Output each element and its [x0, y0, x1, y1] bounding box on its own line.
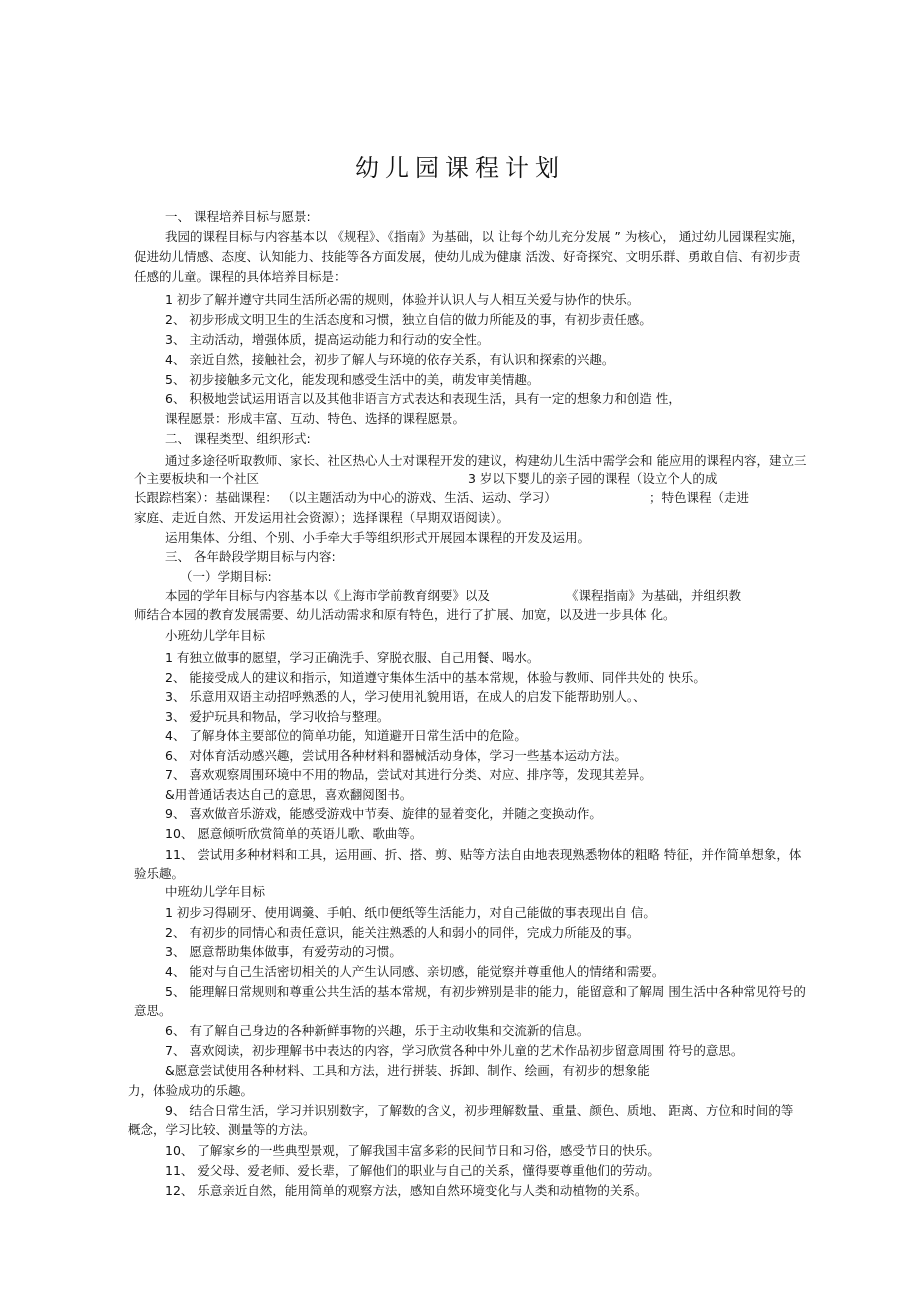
list-item: 2、 初步形成文明卫生的生活态度和习惯，独立自信的做力所能及的事，有初步责任感。 [165, 312, 652, 327]
paragraph-line: 意思。 [134, 1003, 172, 1018]
paragraph-line: 本园的学年目标与内容基本以《上海市学前教育纲要》以及 [165, 588, 491, 603]
paragraph-line: 概念，学习比较、测量等的方法。 [128, 1122, 316, 1137]
paragraph-line: 家庭、走近自然、开发运用社会资源）；选择课程（早期双语阅读）。 [134, 510, 510, 525]
paragraph-line: 师结合本园的教育发展需要、幼儿活动需求和原有特色，进行了扩展、加宽，以及进一步具体 化。 [134, 607, 676, 622]
subsection-heading: （一）学期目标: [180, 569, 272, 584]
paragraph-line: 促进幼儿情感、态度、认知能力、技能等各方面发展，使幼儿成为健康 活泼、好奇探究、文明乐群、勇敢自信、有初步责 [134, 249, 801, 264]
list-item: 7、 喜欢观察周围环境中不用的物品，尝试对其进行分类、对应、排序等，发现其差异。 [165, 767, 652, 782]
list-item: 6、 对体育活动感兴趣，尝试用各种材料和器械活动身体，学习一些基本运动方法。 [165, 748, 627, 763]
subsection-heading: 中班幼儿学年目标 [165, 884, 266, 899]
list-item: 1 有独立做事的愿望，学习正确洗手、穿脱衣服、自己用餐、喝水。 [165, 650, 540, 665]
list-item: 5、 初步接触多元文化，能发现和感受生活中的美，萌发审美情趣。 [165, 372, 540, 387]
list-item: 1 初步习得刷牙、使用调羹、手帕、纸巾便纸等生活能力，对自己能做的事表现出自 信。 [165, 905, 656, 920]
paragraph-line: 课程愿景：形成丰富、互动、特色、选择的课程愿景。 [165, 411, 466, 426]
list-item: 2、 能接受成人的建议和指示，知道遵守集体生活中的基本常规，体验与教师、同伴共处的 快乐。 [165, 670, 706, 685]
subsection-heading: 小班幼儿学年目标 [165, 628, 266, 643]
list-item: 3、 主动活动，增强体质，提高运动能力和行动的安全性。 [165, 332, 490, 347]
list-item: 12、 乐意亲近自然，能用简单的观察方法，感知自然环境变化与人类和动植物的关系。 [165, 1183, 648, 1198]
list-item: 4、 亲近自然，接触社会，初步了解人与环境的依存关系，有认识和探索的兴趣。 [165, 352, 615, 367]
list-item: 6、 有了解自己身边的各种新鲜事物的兴趣，乐于主动收集和交流新的信息。 [165, 1023, 590, 1038]
list-item: 2、 有初步的同情心和责任意识，能关注熟悉的人和弱小的同伴，完成力所能及的事。 [165, 925, 640, 940]
list-item: &愿意尝试使用各种材料、工具和方法，进行拼装、拆卸、制作、绘画，有初步的想象能 [165, 1063, 650, 1078]
list-item: 11、 尝试用多种材料和工具，运用画、折、搭、剪、贴等方法自由地表现熟悉物体的粗略 特征，并作简单想象，体 [165, 847, 802, 862]
list-item: 3、 乐意用双语主动招呼熟悉的人，学习使用礼貌用语，在成人的启发下能帮助别人。、 [165, 689, 646, 704]
list-item: 10、 了解家乡的一些典型景观，了解我国丰富多彩的民间节日和习俗，感受节日的快乐。 [165, 1143, 660, 1158]
list-item: 4、 了解身体主要部位的简单功能，知道避开日常生活中的危险。 [165, 728, 527, 743]
paragraph-line: ；特色课程（走进 [649, 490, 750, 505]
list-item: 5、 能理解日常规则和尊重公共生活的基本常规，有初步辨别是非的能力，能留意和了解周 围生活中各种常见符号的 [165, 984, 806, 999]
list-item: 9、 结合日常生活，学习并识别数字，了解数的含义，初步理解数量、重量、颜色、质地、 距离、方位和时间的等 [165, 1103, 794, 1118]
paragraph-line: 任感的儿童。课程的具体培养目标是： [134, 269, 347, 284]
paragraph-line: 《课程指南》为基础，并组织教 [566, 588, 742, 603]
page-title: 幼儿园课程计划 [355, 154, 565, 182]
paragraph-line: 3 岁以下婴儿的亲子园的课程（设立个人的成 [468, 471, 718, 486]
list-item: 4、 能对与自己生活密切相关的人产生认同感、亲切感，能觉察并尊重他人的情绪和需要。 [165, 964, 665, 979]
section-heading: 三、 各年龄段学期目标与内容: [165, 549, 336, 564]
section-heading: 二、 课程类型、组织形式: [165, 431, 311, 446]
list-item: 11、 爱父母、爱老师、爱长辈，了解他们的职业与自己的关系，懂得要尊重他们的劳动。 [165, 1163, 660, 1178]
list-item: 1 初步了解并遵守共同生活所必需的规则，体验并认识人与人相互关爱与协作的快乐。 [165, 292, 640, 307]
list-item: 6、 积极地尝试运用语言以及其他非语言方式表达和表现生活，具有一定的想象力和创造 性， [165, 391, 681, 406]
list-item: 3、 愿意帮助集体做事，有爱劳动的习惯。 [165, 944, 402, 959]
paragraph-line: 个主要板块和一个社区 [134, 471, 260, 486]
paragraph-line: 我园的课程目标与内容基本以 《规程》、《指南》为基础，以 让每个幼儿充分发展 ” 为核心， 通过幼儿园课程实施， [165, 229, 804, 244]
paragraph-line: 运用集体、分组、个别、小手牵大手等组织形式开展园本课程的开发及运用。 [165, 530, 591, 545]
paragraph-line: 通过多途径听取教师、家长、社区热心人士对课程开发的建议，构建幼儿生活中需学会和 能应用的课程内容，建立三 [165, 453, 807, 468]
list-item: &用普通话表达自己的意思，喜欢翻阅图书。 [165, 787, 413, 802]
section-heading: 一、 课程培养目标与愿景: [165, 209, 311, 224]
list-item: 7、 喜欢阅读，初步理解书中表达的内容，学习欣赏各种中外儿童的艺术作品初步留意周围 符号的意思。 [165, 1043, 744, 1058]
paragraph-line: 长跟踪档案）：基础课程： （以主题活动为中心的游戏、生活、运动、学习） [134, 490, 557, 505]
paragraph-line: 力，体验成功的乐趣。 [128, 1083, 254, 1098]
list-item: 3、 爱护玩具和物品，学习收拾与整理。 [165, 709, 390, 724]
list-item: 10、 愿意倾听欣赏简单的英语儿歌、歌曲等。 [165, 826, 423, 841]
list-item: 9、 喜欢做音乐游戏，能感受游戏中节奏、旋律的显着变化，并随之变换动作。 [165, 806, 602, 821]
paragraph-line: 验乐趣。 [134, 866, 185, 881]
